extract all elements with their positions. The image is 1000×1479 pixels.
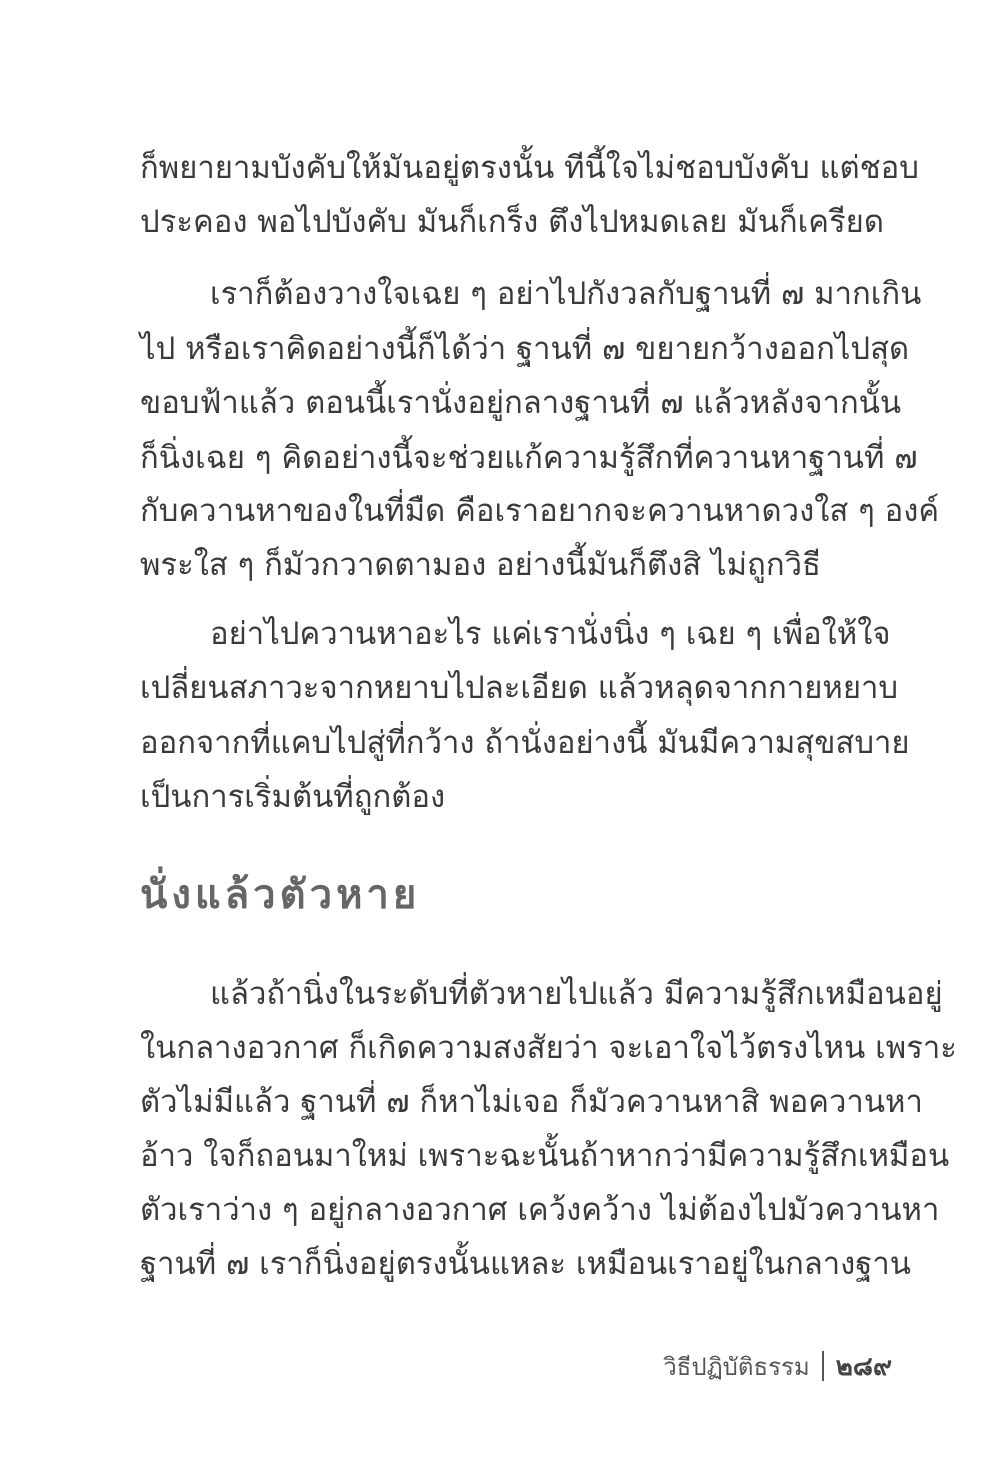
paragraph-3-line-4: เป็นการเริ่มต้นที่ถูกต้อง — [140, 779, 446, 815]
footer-divider — [822, 1351, 824, 1381]
paragraph-2-line-1: เราก็ต้องวางใจเฉย ๆ อย่าไปกังวลกับฐานที่ ๗ มากเกิน — [210, 276, 922, 312]
page-footer — [663, 1348, 892, 1384]
paragraph-2-line-2: ไป หรือเราคิดอย่างนี้ก็ได้ว่า ฐานที่ ๗ ขยายกว้างออกไปสุด — [140, 331, 910, 367]
paragraph-2-line-6: พระใส ๆ ก็มัวกวาดตามอง อย่างนี้มันก็ตึงสิ ไม่ถูกวิธี — [140, 547, 821, 583]
paragraph-3-line-1: อย่าไปควานหาอะไร แค่เรานั่งนิ่ง ๆ เฉย ๆ เพื่อให้ใจ — [210, 616, 891, 652]
section-paragraph-line-3: ตัวไม่มีแล้ว ฐานที่ ๗ ก็หาไม่เจอ ก็มัวควานหาสิ พอควานหา — [140, 1084, 923, 1120]
paragraph-1-line-2: ประคอง พอไปบังคับ มันก็เกร็ง ตึงไปหมดเลย มันก็เครียด — [140, 204, 884, 240]
section-paragraph-line-6: ฐานที่ ๗ เราก็นิ่งอยู่ตรงนั้นแหละ เหมือนเราอยู่ในกลางฐาน — [140, 1246, 911, 1282]
section-paragraph-line-5: ตัวเราว่าง ๆ อยู่กลางอวกาศ เคว้งคว้าง ไม่ต้องไปมัวควานหา — [140, 1192, 940, 1228]
section-paragraph-line-4: อ้าว ใจก็ถอนมาใหม่ เพราะฉะนั้นถ้าหากว่ามีความรู้สึกเหมือน — [140, 1138, 950, 1174]
section-heading: นั่งแล้วตัวหาย — [140, 871, 421, 918]
paragraph-1-line-1: ก็พยายามบังคับให้มันอยู่ตรงนั้น ทีนี้ใจไม่ชอบบังคับ แต่ชอบ — [140, 150, 919, 186]
page-number: ๒๘๙ — [835, 1351, 892, 1382]
paragraph-2-line-4: ก็นิ่งเฉย ๆ คิดอย่างนี้จะช่วยแก้ความรู้สึกที่ควานหาฐานที่ ๗ — [140, 440, 918, 476]
book-title: วิธีปฏิบัติธรรม — [663, 1352, 810, 1381]
paragraph-2-line-5: กับควานหาของในที่มืด คือเราอยากจะควานหาดวงใส ๆ องค์ — [140, 493, 940, 529]
section-paragraph-line-2: ในกลางอวกาศ ก็เกิดความสงสัยว่า จะเอาใจไว้ตรงไหน เพราะ — [140, 1030, 957, 1066]
paragraph-3-line-3: ออกจากที่แคบไปสู่ที่กว้าง ถ้านั่งอย่างนี้ มันมีความสุขสบาย — [140, 725, 910, 761]
paragraph-3-line-2: เปลี่ยนสภาวะจากหยาบไปละเอียด แล้วหลุดจากกายหยาบ — [140, 670, 899, 706]
section-paragraph-line-1: แล้วถ้านิ่งในระดับที่ตัวหายไปแล้ว มีความรู้สึกเหมือนอยู่ — [210, 976, 943, 1012]
paragraph-2-line-3: ขอบฟ้าแล้ว ตอนนี้เรานั่งอยู่กลางฐานที่ ๗ แล้วหลังจากนั้น — [140, 385, 902, 421]
